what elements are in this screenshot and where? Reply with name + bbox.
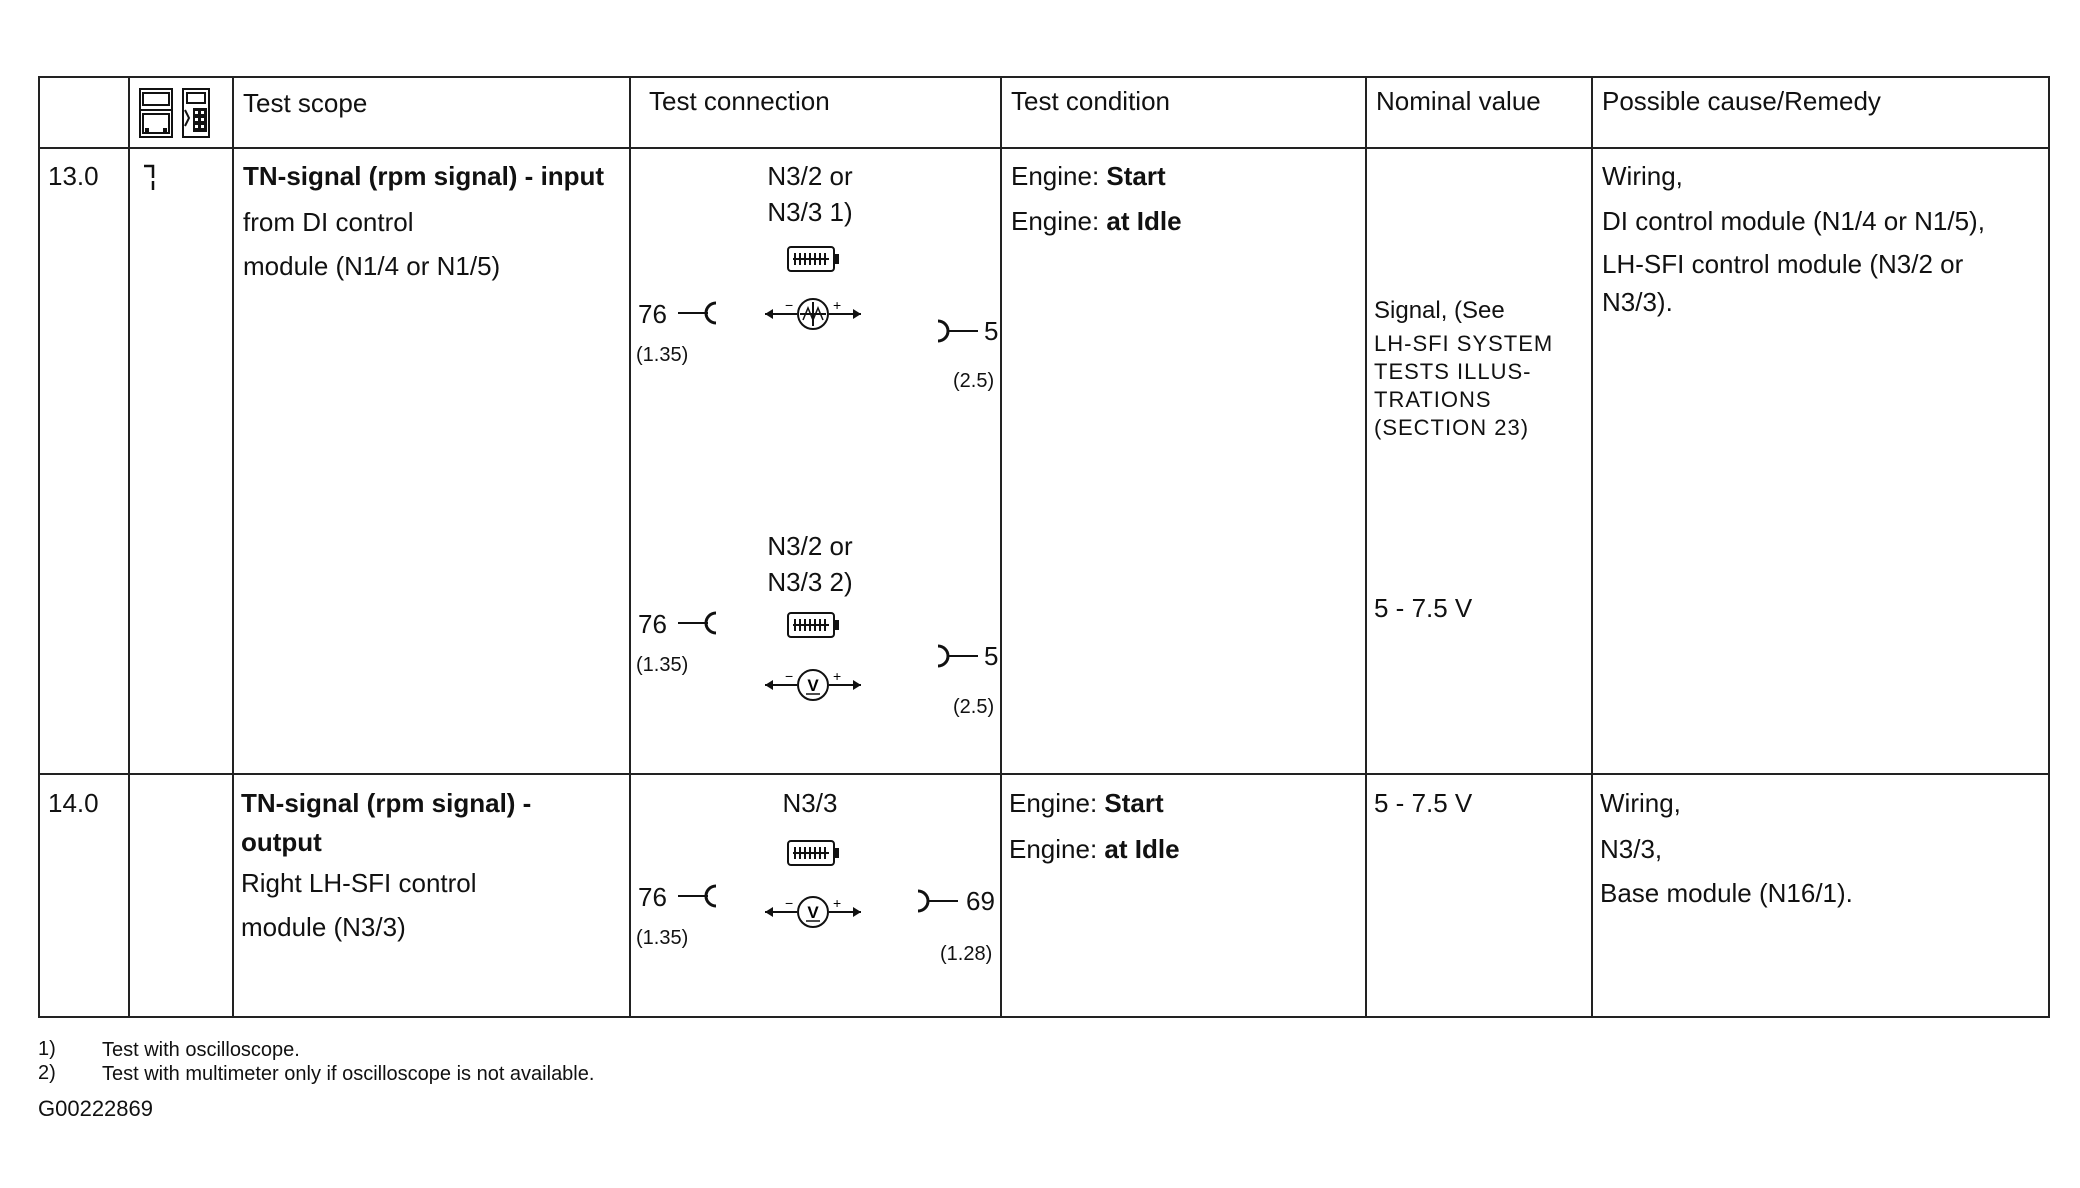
wire-size: (2.5) — [953, 696, 995, 718]
pin-number: 76 — [638, 299, 667, 329]
condition-label: Engine: — [1011, 206, 1100, 236]
module-label: N3/3 1) — [767, 197, 853, 227]
cause-text: N3/3). — [1602, 287, 1673, 317]
bracket-marker-icon — [142, 164, 156, 192]
condition-value: at Idle — [1104, 834, 1180, 864]
oscilloscope-meter-icon — [763, 296, 863, 332]
condition-label: Engine: — [1011, 161, 1100, 191]
header-test-scope: Test scope — [243, 88, 368, 118]
scope-text: module (N3/3) — [241, 912, 406, 942]
condition-label: Engine: — [1009, 834, 1098, 864]
connector-icon — [785, 838, 841, 868]
cause-text: Base module (N16/1). — [1600, 878, 1853, 908]
cause-text: Wiring, — [1602, 161, 1683, 191]
pin-number: 5 — [984, 641, 999, 671]
wire-size: (1.35) — [636, 344, 689, 366]
probe-right-icon — [916, 888, 960, 914]
scope-text: Right LH-SFI control — [241, 868, 477, 898]
module-label: N3/2 or — [767, 161, 853, 191]
probe-right-icon — [936, 643, 980, 669]
test-condition — [1011, 204, 1182, 238]
svg-text:−: − — [785, 297, 794, 313]
footnote-text: Test with multimeter only if oscilloscope is not available. — [102, 1063, 595, 1085]
scope-title: TN-signal (rpm signal) - — [241, 788, 532, 818]
wire-size: (1.35) — [636, 654, 689, 676]
footnote-text: Test with oscilloscope. — [102, 1039, 300, 1061]
voltmeter-icon — [763, 894, 863, 930]
test-condition — [1009, 786, 1164, 820]
cause-text: N3/3, — [1600, 834, 1663, 864]
module-label: N3/2 or — [767, 531, 853, 561]
row-divider — [38, 773, 2050, 775]
scope-text: from DI control — [243, 207, 414, 237]
nominal-value: (SECTION 23) — [1374, 415, 1530, 440]
wire-size: (2.5) — [953, 370, 995, 392]
wire-size: (1.28) — [940, 943, 993, 965]
nominal-value: 5 - 7.5 V — [1374, 593, 1473, 623]
condition-value: at Idle — [1106, 206, 1182, 236]
wire-size: (1.35) — [636, 927, 689, 949]
cause-text: DI control module (N1/4 or N1/5), — [1602, 206, 1985, 236]
connector-icon — [785, 610, 841, 640]
multimeter-icon — [179, 88, 213, 138]
footnote-number: 2) — [38, 1062, 56, 1084]
header-divider — [38, 147, 2050, 149]
row-number: 13.0 — [48, 161, 99, 191]
probe-left-icon — [676, 610, 718, 636]
pin-number: 69 — [966, 886, 995, 916]
figure-id: G00222869 — [38, 1096, 153, 1121]
module-label: N3/3 — [782, 788, 838, 818]
svg-text:+: + — [833, 297, 842, 313]
probe-left-icon — [676, 300, 718, 326]
nominal-value: LH-SFI SYSTEM — [1374, 331, 1554, 356]
header-test-condition: Test condition — [1011, 86, 1170, 116]
header-nominal-value: Nominal value — [1376, 86, 1541, 116]
column-divider — [128, 76, 130, 1018]
header-test-connection: Test connection — [649, 86, 830, 116]
pin-number: 76 — [638, 609, 667, 639]
test-condition — [1011, 159, 1166, 193]
column-divider — [232, 76, 234, 1018]
pin-number: 76 — [638, 882, 667, 912]
voltmeter-symbol: V — [807, 903, 819, 922]
scope-text: module (N1/4 or N1/5) — [243, 251, 501, 281]
nominal-value: TRATIONS — [1374, 387, 1492, 412]
svg-text:+: + — [833, 895, 842, 911]
column-divider — [629, 76, 631, 1018]
header-possible-cause: Possible cause/Remedy — [1602, 86, 1881, 116]
svg-text:+: + — [833, 668, 842, 684]
row-number: 14.0 — [48, 788, 99, 818]
column-divider — [1591, 76, 1593, 1018]
nominal-value: 5 - 7.5 V — [1374, 788, 1473, 818]
condition-value: Start — [1106, 161, 1166, 191]
scope-title: output — [241, 827, 322, 857]
pin-number: 5 — [984, 316, 999, 346]
module-label: N3/3 2) — [767, 567, 853, 597]
diagnostic-tester-icon — [139, 88, 173, 138]
footnote-number: 1) — [38, 1038, 56, 1060]
voltmeter-symbol: V — [807, 676, 819, 695]
test-condition — [1009, 832, 1180, 866]
scope-title: TN-signal (rpm signal) - input — [243, 161, 605, 191]
condition-label: Engine: — [1009, 788, 1098, 818]
cause-text: LH-SFI control module (N3/2 or — [1602, 249, 1964, 279]
svg-text:−: − — [785, 895, 794, 911]
probe-left-icon — [676, 883, 718, 909]
svg-text:−: − — [785, 668, 794, 684]
condition-value: Start — [1104, 788, 1164, 818]
voltmeter-icon — [763, 667, 863, 703]
probe-right-icon — [936, 318, 980, 344]
nominal-value: TESTS ILLUS- — [1374, 359, 1532, 384]
column-divider — [1000, 76, 1002, 1018]
nominal-value: Signal, (See — [1374, 297, 1505, 324]
column-divider — [1365, 76, 1367, 1018]
connector-icon — [785, 244, 841, 274]
cause-text: Wiring, — [1600, 788, 1681, 818]
